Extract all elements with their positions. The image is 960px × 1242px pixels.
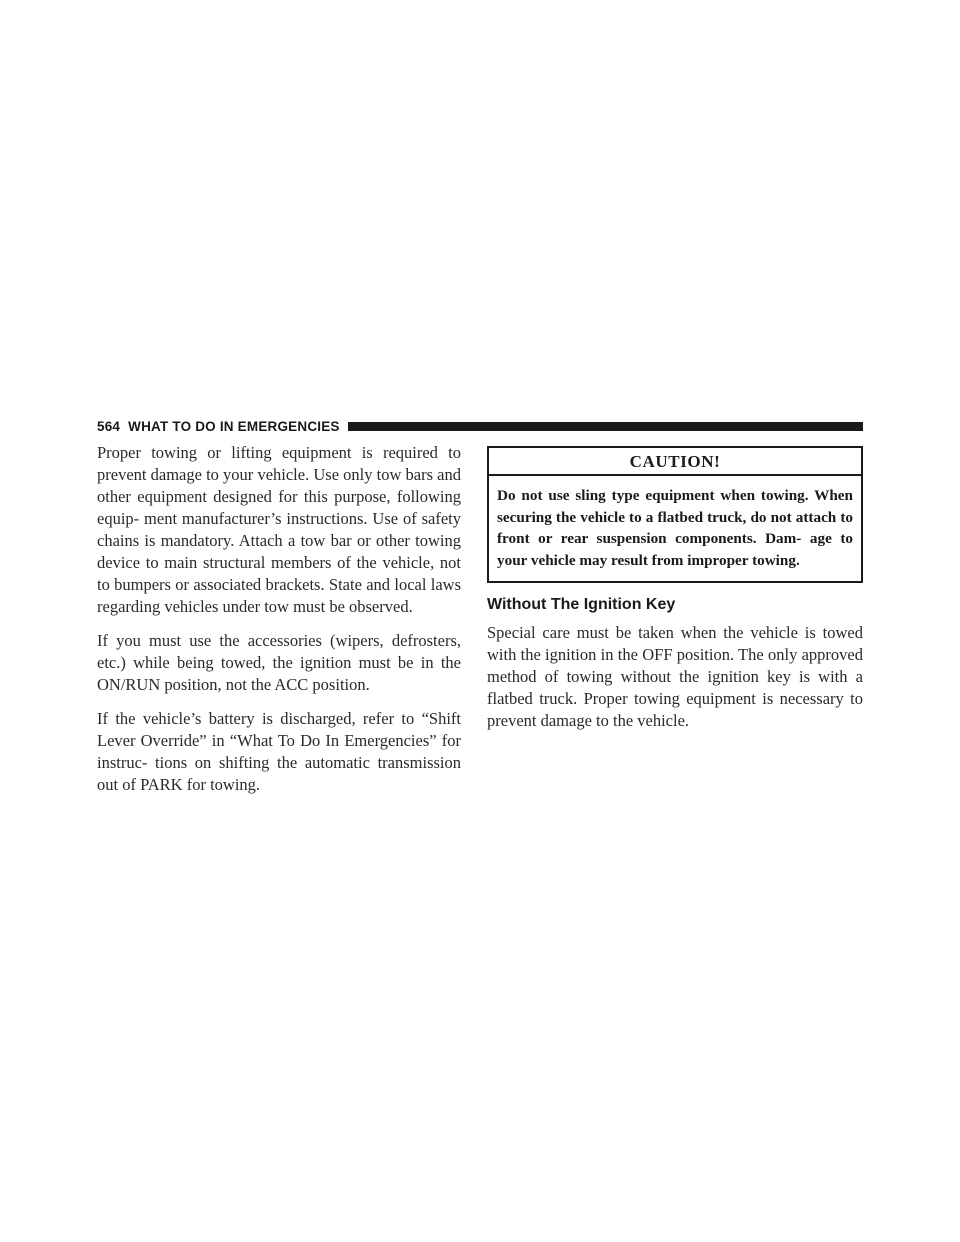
body-paragraph: Special care must be taken when the vehicle is towed with the ignition in the OFF position. The only approved method of towing without the ignition key is with a flatbed truck. Proper towing equipment is necessary to prevent damage to the vehicle. xyxy=(487,623,863,730)
body-paragraph: Proper towing or lifting equipment is required to prevent damage to your vehicle. Use only tow bars and other equipment designed for this purpose, following equip- ment manufacturer’s instructions. Use of safety chains is mandatory. Attach a tow bar or other towing device to main structural members of the vehicle, not to bumpers or associated brackets. State and local laws regarding vehicles under tow must be observed. xyxy=(97,443,461,616)
left-column xyxy=(97,442,461,808)
body-paragraph: If you must use the accessories (wipers, defrosters, etc.) while being towed, the ignition must be in the ON/RUN position, not the ACC position. xyxy=(97,631,461,694)
page-header xyxy=(97,416,863,436)
caution-title: CAUTION! xyxy=(489,448,861,476)
page-number: 564 xyxy=(97,418,121,434)
header-rule xyxy=(348,422,863,431)
section-title: WHAT TO DO IN EMERGENCIES xyxy=(128,418,340,434)
subheading: Without The Ignition Key xyxy=(487,596,676,613)
caution-text: Do not use sling type equipment when towing. When securing the vehicle to a flatbed truck, do not attach to front or rear suspension components. Dam- age to your vehicle may result from improper towing. xyxy=(497,487,853,569)
body-paragraph: If the vehicle’s battery is discharged, refer to “Shift Lever Override” in “What To Do In Emergencies” for instruc- tions on shifting the automatic transmission out of PARK for towing. xyxy=(97,709,461,794)
right-column xyxy=(487,446,863,744)
caution-box xyxy=(487,446,863,583)
